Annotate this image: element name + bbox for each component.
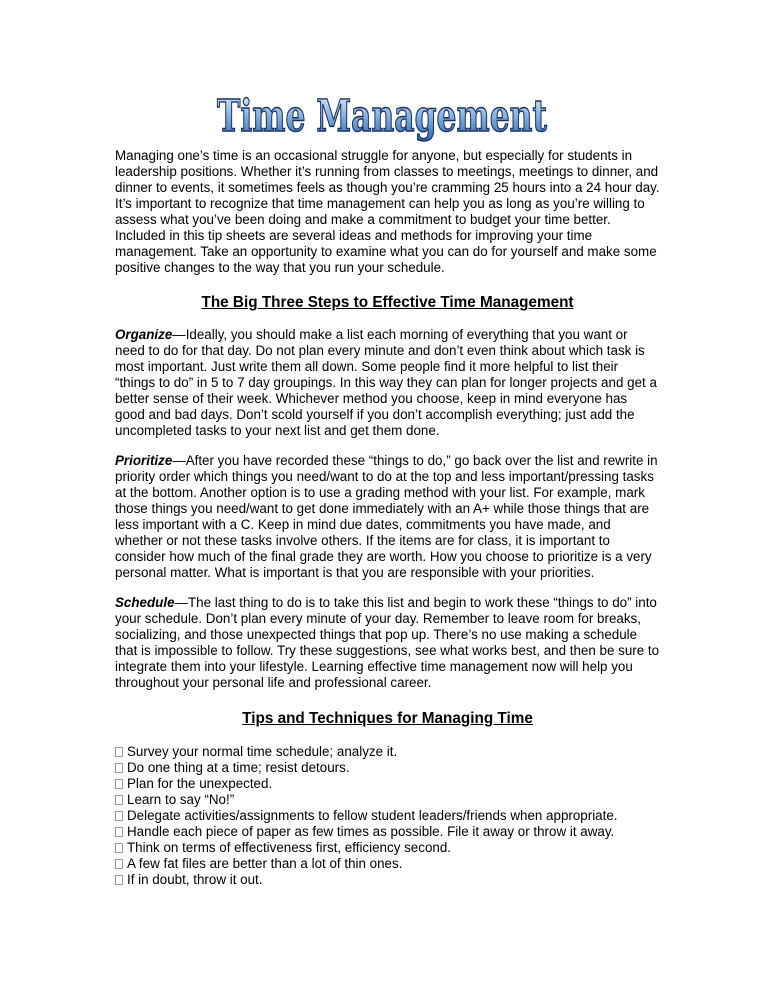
list-item: [115, 808, 660, 824]
step-text: —Ideally, you should make a list each morning of everything that you want or need to do for that day. Do not plan every minute and don’t even think about which task is most important. Just write them all down. Some people find it more helpful to list their “things to do” in 5 to 7 day groupings. In this way they can plan for longer projects and get a better sense of their week. Whichever method you choose, keep in mind everyone has good and bad days. Don’t scold yourself if you don’t accomplish everything; just add the uncompleted tasks to your next list and get them done.: [115, 327, 657, 438]
list-item: [115, 840, 660, 856]
list-item: [115, 792, 660, 808]
tips-list: [115, 744, 660, 888]
list-item: [115, 824, 660, 840]
steps-heading: The Big Three Steps to Effective Time Management: [201, 294, 574, 311]
step-term: Organize: [115, 327, 173, 342]
step-term: Schedule: [115, 595, 175, 610]
tip-text: Learn to say “No!”: [127, 792, 235, 807]
page-title: [212, 86, 552, 142]
step-schedule: [115, 595, 660, 691]
tip-text: A few fat files are better than a lot of thin ones.: [127, 856, 403, 871]
tip-text: If in doubt, throw it out.: [127, 872, 263, 887]
tip-text: Plan for the unexpected.: [127, 776, 273, 791]
tip-text: Handle each piece of paper as few times as possible. File it away or throw it away.: [127, 824, 615, 839]
tip-text: Delegate activities/assignments to fellow student leaders/friends when appropriate.: [127, 808, 618, 823]
page-title-text: Time Management: [217, 91, 548, 142]
bullet-box-icon: [115, 827, 123, 837]
bullet-box-icon: [115, 747, 123, 757]
tip-text: Do one thing at a time; resist detours.: [127, 760, 350, 775]
bullet-box-icon: [115, 843, 123, 853]
document-body: [115, 148, 660, 888]
step-prioritize: [115, 453, 660, 581]
bullet-box-icon: [115, 795, 123, 805]
step-term: Prioritize: [115, 453, 173, 468]
tip-text: Survey your normal time schedule; analyze it.: [127, 744, 398, 759]
list-item: [115, 760, 660, 776]
bullet-box-icon: [115, 859, 123, 869]
list-item: [115, 856, 660, 872]
bullet-box-icon: [115, 875, 123, 885]
tips-heading: Tips and Techniques for Managing Time: [242, 710, 533, 727]
list-item: [115, 872, 660, 888]
bullet-box-icon: [115, 763, 123, 773]
tip-text: Think on terms of effectiveness first, efficiency second.: [127, 840, 452, 855]
bullet-box-icon: [115, 811, 123, 821]
list-item: [115, 776, 660, 792]
intro-paragraph: Managing one’s time is an occasional struggle for anyone, but especially for students in leadership positions. Whether it’s running from classes to meetings, meetings to dinner, and dinner to events, it sometimes feels as though you’re cramming 25 hours into a 24 hour day. It’s important to recognize that time management can help you as long as you’re willing to assess what you’ve been doing and make a commitment to budget your time better. Included in this tip sheets are several ideas and methods for improving your time management. Take an opportunity to examine what you can do for yourself and make some positive changes to the way that you run your schedule.: [115, 148, 660, 275]
list-item: [115, 744, 660, 760]
step-text: —After you have recorded these “things to do,” go back over the list and rewrite in priority order which things you need/want to do at the top and less important/pressing tasks at the bottom. Another option is to use a grading method with your list. For example, mark those things you need/want to get done immediately with an A+ while those things that are less important with a C. Keep in mind due dates, commitments you have made, and whether or not these tasks involve others. If the items are for class, it is important to consider how much of the final grade they are worth. How you choose to prioritize is a very personal matter. What is important is that you are responsible with your priorities.: [115, 453, 658, 580]
step-organize: [115, 327, 660, 439]
bullet-box-icon: [115, 779, 123, 789]
step-text: —The last thing to do is to take this list and begin to work these “things to do” into your schedule. Don’t plan every minute of your day. Remember to leave room for breaks, socializing, and those unexpected things that pop up. There’s no use making a schedule that is impossible to follow. Try these suggestions, see what works best, and then be sure to integrate them into your lifestyle. Learning effective time management now will help you throughout your personal life and professional career.: [115, 595, 660, 690]
